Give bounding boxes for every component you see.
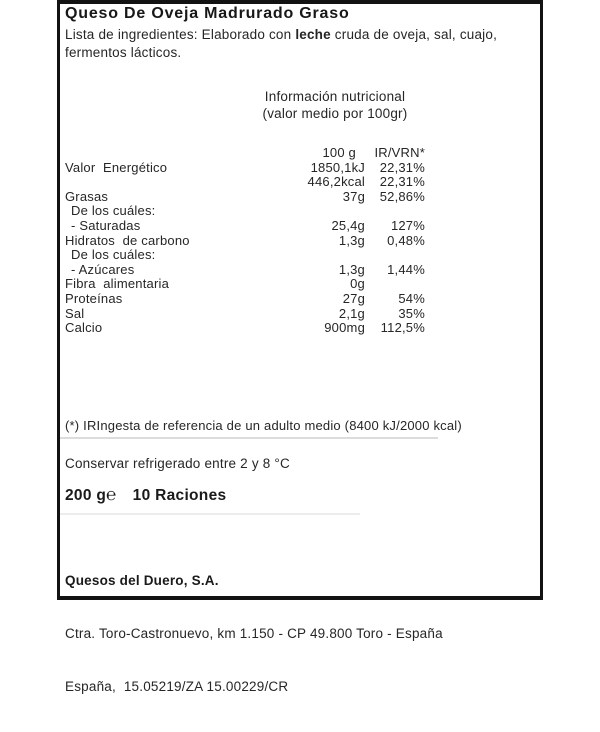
nutrition-cell-pct: [365, 277, 425, 292]
nutrition-cell-pct: 1,44%: [387, 261, 425, 277]
label-border-box: [57, 0, 543, 695]
nutrition-row: [65, 277, 425, 292]
nutrition-header-row: [65, 146, 425, 161]
estimated-sign: ℮: [106, 485, 117, 504]
nutrition-header-spacer: [65, 146, 271, 161]
nutrition-cell-label: Sal: [65, 305, 85, 321]
nutrition-cell-pct: 127%: [390, 217, 425, 233]
storage-instructions: Conservar refrigerado entre 2 y 8 °C: [65, 456, 290, 471]
servings-count: 10 Raciones: [132, 487, 227, 504]
nutrition-table: [65, 146, 425, 336]
ingredients-suffix: cruda de oveja, sal, cuajo, fermentos lácticos.: [65, 27, 498, 60]
nutrition-cell-value: 27g: [342, 290, 365, 306]
nutrition-cell-label: De los cuáles:: [71, 203, 156, 219]
nutrition-cell-pct: 35%: [398, 305, 425, 321]
nutrition-cell-label: - Azúcares: [71, 261, 135, 277]
nutrition-cell-value: 1850,1kJ: [310, 159, 365, 175]
nutrition-cell-label: De los cuáles:: [71, 247, 156, 263]
nutrition-row: [65, 204, 425, 219]
nutrition-cell-pct: [365, 248, 425, 263]
reference-intake-footnote: (*) IRIngesta de referencia de un adulto medio (8400 kJ/2000 kcal): [65, 418, 462, 433]
nutrition-cell-value: 1,3g: [338, 261, 365, 277]
producer-block: [65, 536, 443, 732]
nutrition-row: [65, 190, 425, 205]
nutrition-row: [65, 292, 425, 307]
nutrition-cell-pct: 22,31%: [379, 159, 425, 175]
nutrition-cell-label: Calcio: [65, 320, 103, 336]
nutrition-row: [65, 248, 425, 263]
nutrition-row: [65, 307, 425, 322]
nutrition-cell-label: Proteínas: [65, 290, 123, 306]
nutrition-cell-value: 900mg: [324, 320, 365, 336]
section-divider: [60, 437, 438, 439]
nutrition-rows: [65, 161, 425, 336]
ingredients-paragraph: [65, 26, 537, 61]
nutrition-cell-label: Fibra alimentaria: [65, 276, 170, 292]
nutrition-row: [65, 219, 425, 234]
nutrition-cell-label: - Saturadas: [71, 217, 141, 233]
nutrition-cell-value: 2,1g: [338, 305, 365, 321]
nutrition-cell-pct: 52,86%: [379, 188, 425, 204]
nutrition-cell-value: [271, 248, 365, 263]
nutrition-table-body: [65, 146, 425, 161]
ingredients-prefix: Lista de ingredientes: Elaborado con: [65, 27, 296, 42]
nutrition-heading: [205, 88, 465, 122]
nutrition-cell-pct: 0,48%: [387, 232, 425, 248]
nutrition-cell-pct: 22,31%: [379, 174, 425, 190]
section-divider-faint: [60, 513, 360, 515]
nutrition-col-ri: IR/VRN*: [374, 145, 425, 160]
nutrition-row: [65, 161, 425, 176]
nutrition-cell-pct: [365, 204, 425, 219]
nutrition-heading-line2: (valor medio por 100gr): [262, 106, 408, 121]
nutrition-cell-label: Grasas: [65, 188, 109, 204]
nutrition-cell-pct: 112,5%: [380, 320, 425, 336]
producer-address: Ctra. Toro-Castronuevo, km 1.150 - CP 49.800 Toro - España: [65, 625, 443, 641]
nutrition-cell-value: 0g: [350, 276, 365, 292]
nutrition-col-qty: 100 g: [322, 145, 356, 160]
producer-registry: España, 15.05219/ZA 15.00229/CR: [65, 679, 289, 695]
net-weight-line: [65, 485, 226, 505]
nutrition-row: [65, 263, 425, 278]
nutrition-cell-value: 1,3g: [338, 232, 365, 248]
nutrition-cell-label: Hidratos de carbono: [65, 232, 190, 248]
nutrition-cell-label: Valor Energético: [65, 159, 168, 175]
nutrition-cell-value: 25,4g: [331, 217, 365, 233]
nutrition-row: [65, 175, 425, 190]
nutrition-cell-value: 446,2kcal: [307, 174, 365, 190]
nutrition-heading-line1: Información nutricional: [264, 89, 406, 104]
nutrition-cell-value: 37g: [342, 188, 365, 204]
producer-name: Quesos del Duero, S.A.: [65, 572, 219, 588]
nutrition-cell-pct: 54%: [398, 290, 425, 306]
nutrition-cell-value: [271, 204, 365, 219]
nutrition-cell-label: [65, 175, 271, 190]
product-title: Queso De Oveja Madrurado Graso: [65, 5, 350, 22]
nutrition-row: [65, 234, 425, 249]
nutrition-row: [65, 321, 425, 336]
ingredients-allergen: leche: [295, 27, 331, 42]
net-weight: 200 g: [65, 487, 107, 504]
